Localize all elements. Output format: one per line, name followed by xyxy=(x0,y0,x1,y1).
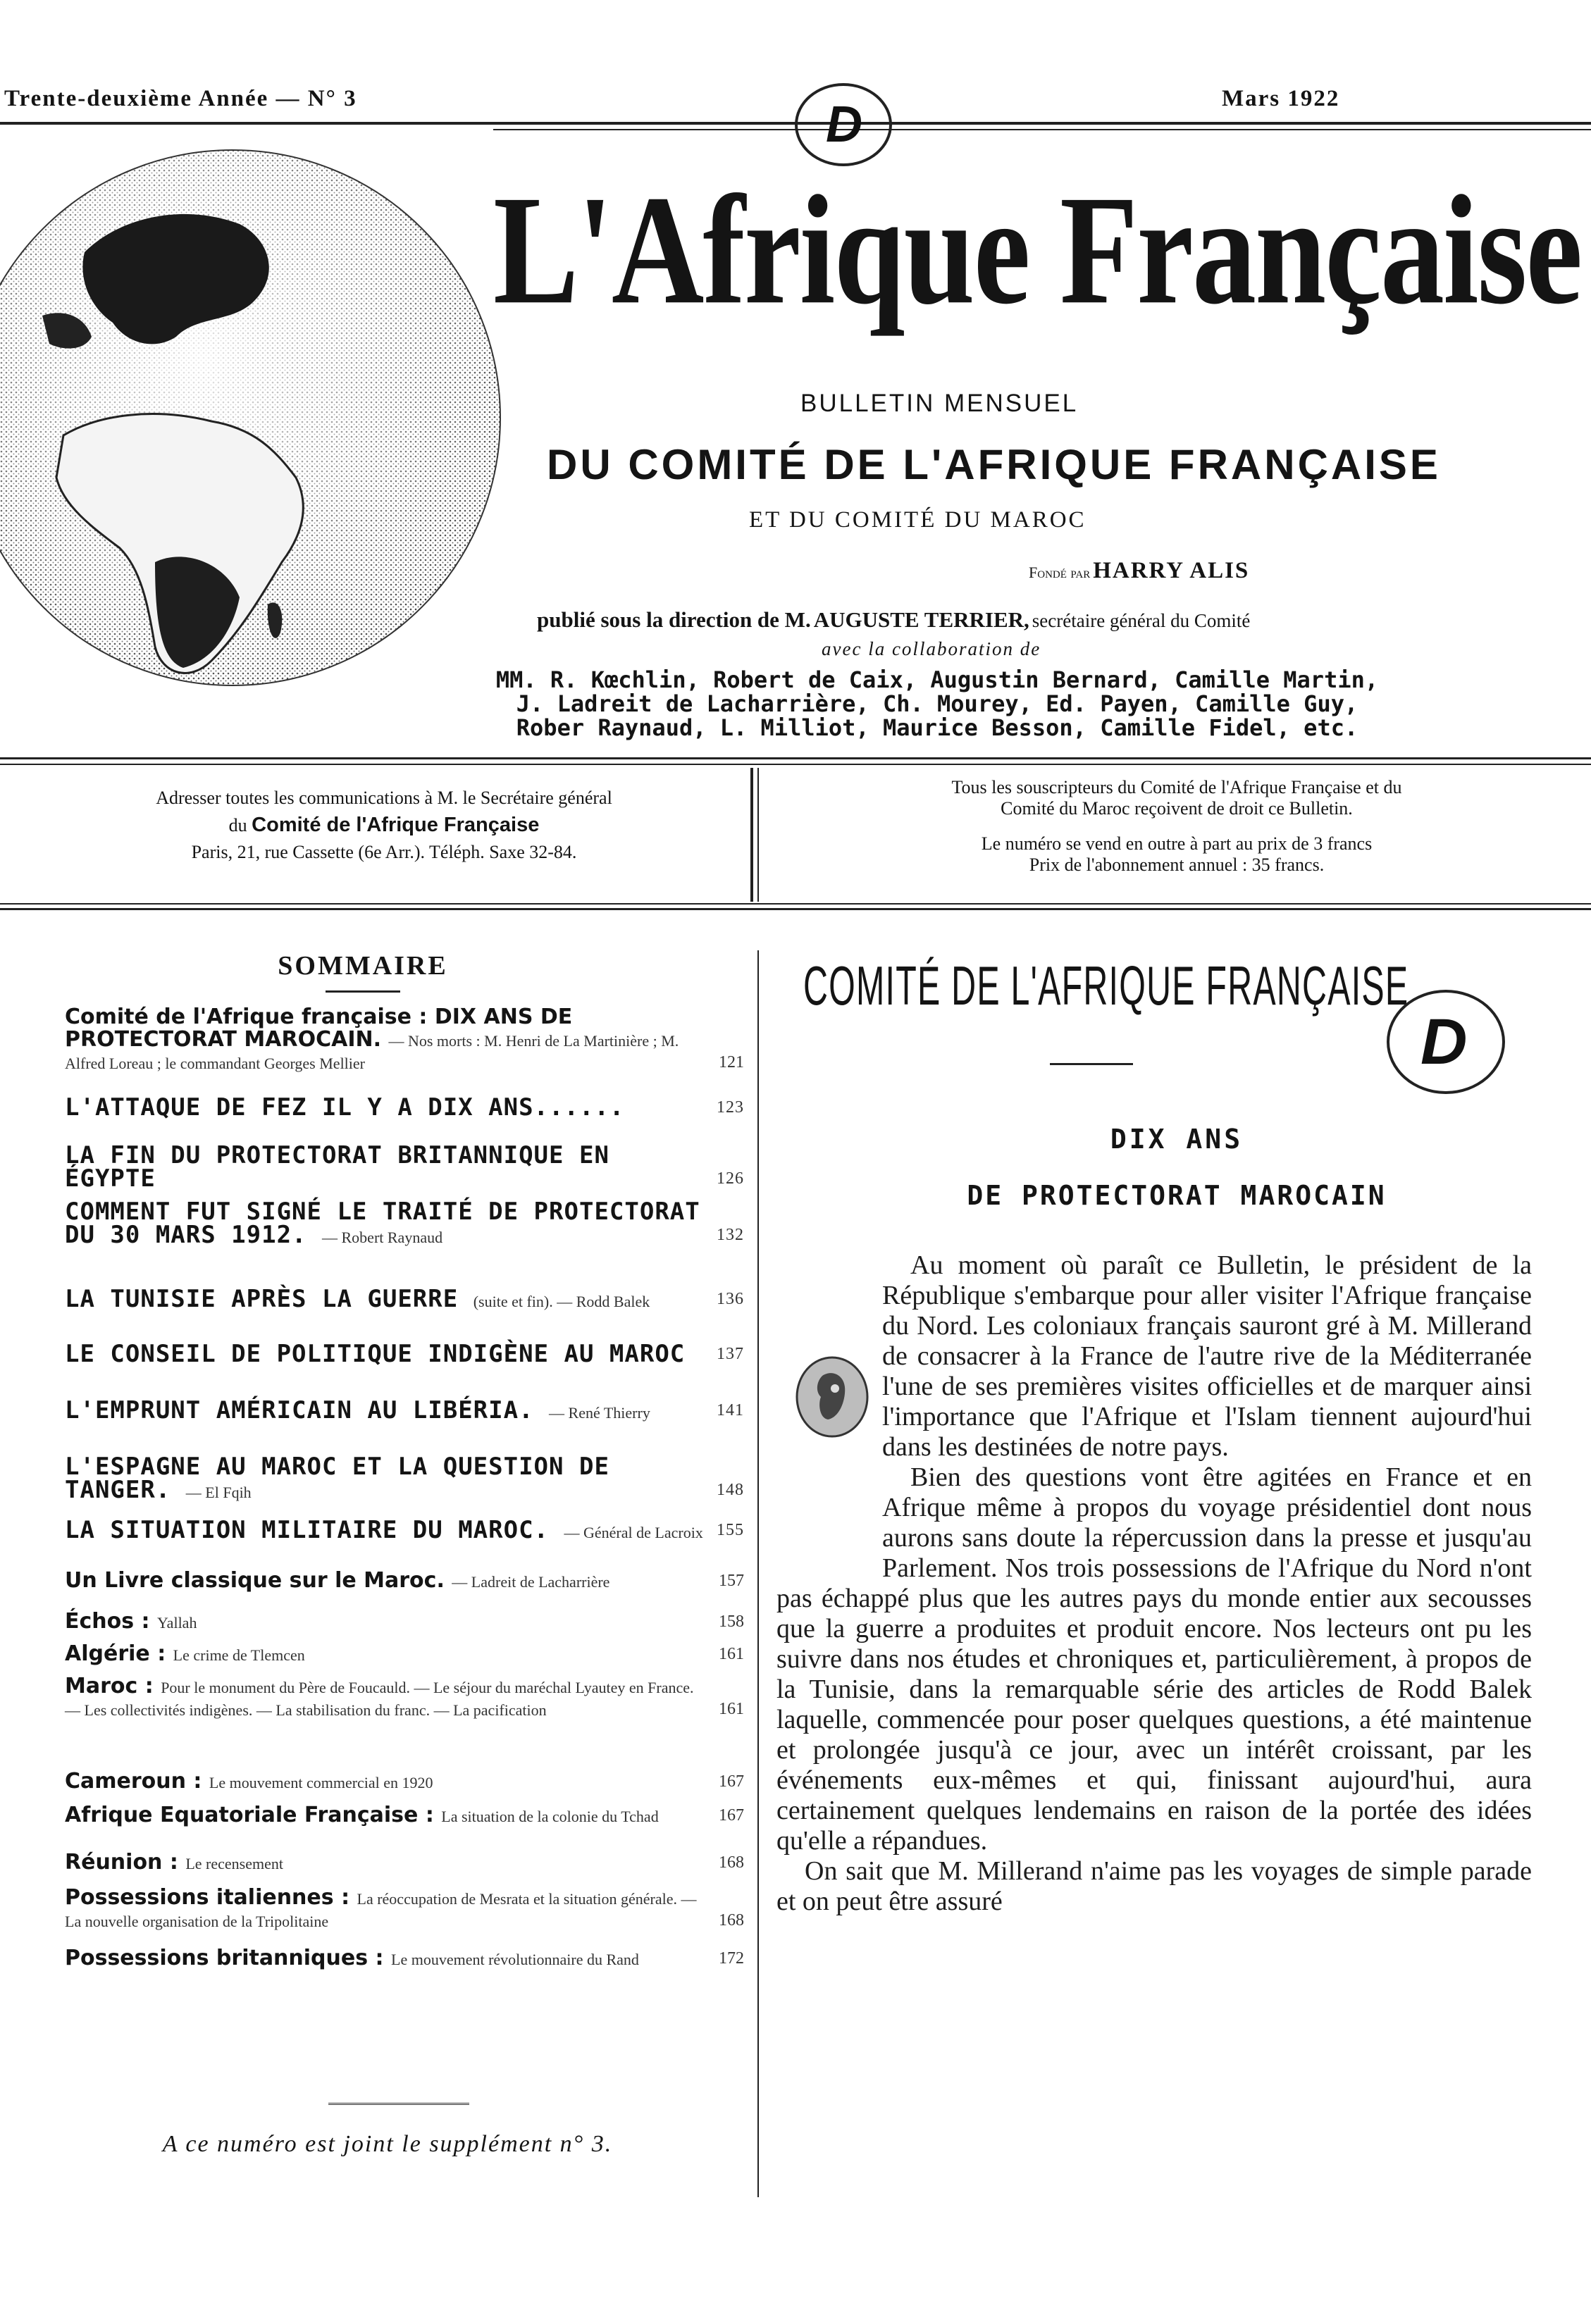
direction-prefix: publié sous la direction de M. xyxy=(537,607,811,632)
collaborators-line-1: MM. R. Kœchlin, Robert de Caix, Augustin Bernard, Camille Martin, xyxy=(495,666,1379,693)
toc-entry xyxy=(65,1396,744,1424)
committee-heading: DU COMITÉ DE L'AFRIQUE FRANÇAISE xyxy=(547,441,1441,488)
toc-entry-subtitle: — Ladreit de Lacharrière xyxy=(452,1573,610,1591)
price-line-1: Le numéro se vend en outre à part au prix de 3 francs xyxy=(981,833,1373,854)
toc-entry xyxy=(65,1885,744,1932)
toc-entry xyxy=(65,1641,744,1666)
toc-entry-title: Un Livre classique sur le Maroc. xyxy=(65,1568,445,1593)
box-divider xyxy=(750,768,753,902)
sommaire-heading: SOMMAIRE xyxy=(278,951,448,981)
toc-entry xyxy=(65,1769,744,1794)
toc-entry-title: Comité de l'Afrique française : DIX ANS DE PROTECTORAT MAROCAIN. xyxy=(65,1005,573,1052)
toc-page-number: 137 xyxy=(717,1345,744,1363)
collaboration-label: avec la collaboration de xyxy=(822,638,1041,659)
toc-entry-title: LA FIN DU PROTECTORAT BRITANNIQUE EN ÉGYPTE xyxy=(65,1141,609,1193)
toc-entry xyxy=(65,1198,744,1249)
toc-entry-title: L'ATTAQUE DE FEZ IL Y A DIX ANS...... xyxy=(65,1093,625,1121)
collaborators-line-3: Rober Raynaud, L. Milliot, Maurice Besson, Camille Fidel, etc. xyxy=(516,714,1358,741)
toc-page-number: 167 xyxy=(719,1772,744,1791)
issue-date: Mars 1922 xyxy=(1222,86,1340,111)
toc-page-number: 161 xyxy=(719,1700,744,1718)
toc-page-number: 136 xyxy=(717,1290,744,1308)
toc-entry xyxy=(65,1850,744,1875)
address-prefix: du xyxy=(228,815,247,835)
article-para-3: On sait que M. Millerand n'aime pas les voyages de simple parade et on peut être assuré xyxy=(776,1856,1532,1916)
box-rule-top-2 xyxy=(0,764,1591,765)
toc-entry-subtitle: Pour le monument du Père de Foucauld. — Le séjour du maréchal Lyautey en France. — Les collectivités indigènes. — La stabilisation du franc. — La pacification xyxy=(65,1679,694,1719)
collaborators-line-2: J. Ladreit de Lacharrière, Ch. Mourey, Ed. Payen, Camille Guy, xyxy=(516,690,1358,717)
director-name: AUGUSTE TERRIER, xyxy=(813,607,1029,632)
toc-entry xyxy=(65,1453,744,1504)
toc-page-number: 148 xyxy=(717,1481,744,1499)
toc-page-number: 132 xyxy=(717,1226,744,1244)
toc-entry xyxy=(65,1141,744,1193)
toc-page-number: 158 xyxy=(719,1612,744,1631)
toc-page-number: 172 xyxy=(719,1949,744,1968)
box-divider-2 xyxy=(757,768,759,902)
toc-entry-subtitle: — Nos morts : M. Henri de La Martinière ; M. Alfred Loreau ; le commandant Georges Mellier xyxy=(65,1032,679,1072)
toc-entry-title: L'ESPAGNE AU MAROC ET LA QUESTION DE TANGER. xyxy=(65,1453,609,1504)
article-title-2: DE PROTECTORAT MAROCAIN xyxy=(967,1180,1387,1211)
section-heading: COMITÉ DE L'AFRIQUE FRANÇAISE xyxy=(803,955,1409,1017)
toc-entry-subtitle: Le mouvement révolutionnaire du Rand xyxy=(391,1951,639,1968)
toc-entry-title: Possessions britanniques : xyxy=(65,1946,384,1970)
toc-entry-subtitle: Le crime de Tlemcen xyxy=(173,1646,305,1664)
top-rule-thin xyxy=(493,129,1591,130)
toc-entry xyxy=(65,1093,744,1121)
toc-page-number: 168 xyxy=(719,1853,744,1872)
toc-page-number: 161 xyxy=(719,1645,744,1663)
toc-page-number: 168 xyxy=(719,1911,744,1930)
address-line-1: Adresser toutes les communications à M. le Secrétaire général xyxy=(156,788,612,808)
journal-title: L'Afrique Française xyxy=(493,163,1582,337)
collaborators-list xyxy=(444,668,1430,740)
supplement-note: A ce numéro est joint le supplément n° 3. xyxy=(162,2131,613,2157)
toc-page-number: 121 xyxy=(719,1053,744,1071)
article-para-2: Bien des questions vont être agitées en France et en Afrique même à propos du voyage présidentiel dont nous aurons sans doute la répercussion dans la presse et jusqu'au Parlement. Nos trois possessions de l'Afrique du Nord n'ont pas échappé plus que les autres pays du monde entier aux secousses que la guerre a produites et produit encore. Nos lecteurs ont pu les suivre dans nos études et chroniques et, particulièrement, à propos de la Tunisie, dans la remarquable série des articles de Rodd Balek laquelle, commencée pour poser quelques questions, a été maintenue et prolongée jusqu'à ce jour, avec un intérêt croissant, par les événements eux-mêmes et qui, finissant aujourd'hui, aura certainement quelques lendemains en raison de la portée des idées qu'elle a répandues. xyxy=(776,1462,1532,1856)
founder-name: HARRY ALIS xyxy=(1093,558,1250,583)
globe-illustration xyxy=(0,139,507,689)
box-rule-bottom-2 xyxy=(0,908,1591,910)
address-line-3: Paris, 21, rue Cassette (6e Arr.). Téléph. Saxe 32-84. xyxy=(191,842,577,862)
toc-entry xyxy=(65,1340,744,1368)
column-divider xyxy=(757,950,759,2197)
article-para-1-text: Au moment où paraît ce Bulletin, le président de la République s'embarque pour aller visiter l'Afrique française du Nord. Les coloniaux français sauront gré à M. Millerand de consacrer à la France de l'autre rive de la Méditerranée l'une de ses premières visites officielles et de marquer ainsi l'importance que l'Afrique et l'Islam tiennent aujourd'hui dans les destinées de notre pays. xyxy=(882,1250,1532,1462)
issue-number: Trente-deuxième Année — N° 3 xyxy=(4,86,357,111)
subscription-line-2: Comité du Maroc reçoivent de droit ce Bulletin. xyxy=(1001,798,1353,819)
address-committee: Comité de l'Afrique Française xyxy=(252,814,540,836)
toc-entry-title: COMMENT FUT SIGNÉ LE TRAITÉ DE PROTECTORAT DU 30 MARS 1912. xyxy=(65,1198,700,1249)
sommaire-underline xyxy=(326,990,400,993)
library-stamp-article xyxy=(1387,990,1505,1094)
toc-entry xyxy=(65,1946,744,1970)
toc-entry-subtitle: — Robert Raynaud xyxy=(322,1229,443,1246)
box-rule-top xyxy=(0,757,1591,759)
article-separator xyxy=(1050,1063,1133,1065)
toc-entry xyxy=(65,1568,744,1593)
subscription-line-1: Tous les souscripteurs du Comité de l'Afrique Française et du xyxy=(951,777,1402,797)
toc-entry-subtitle: La réoccupation de Mesrata et la situation générale. — La nouvelle organisation de la Tripolitaine xyxy=(65,1890,697,1930)
toc-entry-subtitle: — Général de Lacroix xyxy=(564,1524,703,1541)
toc-entry-title: L'EMPRUNT AMÉRICAIN AU LIBÉRIA. xyxy=(65,1396,534,1424)
toc-entry-subtitle: — René Thierry xyxy=(549,1404,650,1422)
toc-entry-subtitle: — El Fqih xyxy=(185,1484,252,1501)
toc-entry xyxy=(65,1609,744,1634)
toc-entry-title: LA TUNISIE APRÈS LA GUERRE xyxy=(65,1285,459,1313)
price-line-2: Prix de l'abonnement annuel : 35 francs. xyxy=(1029,855,1325,875)
toc-page-number: 155 xyxy=(717,1521,744,1539)
toc-page-number: 157 xyxy=(719,1572,744,1590)
table-of-contents xyxy=(65,1005,744,2133)
toc-entry-subtitle: Yallah xyxy=(157,1614,197,1632)
library-stamp-top xyxy=(795,83,892,166)
toc-page-number: 123 xyxy=(717,1098,744,1117)
box-rule-bottom xyxy=(0,903,1591,905)
toc-page-number: 126 xyxy=(717,1169,744,1188)
toc-entry-subtitle: Le recensement xyxy=(185,1855,283,1872)
toc-entry xyxy=(65,1005,744,1074)
toc-entry xyxy=(65,1803,744,1827)
director-role: secrétaire général du Comité xyxy=(1032,610,1251,631)
founder-line xyxy=(1029,558,1249,584)
stamp-letter: D xyxy=(826,97,862,153)
article-body xyxy=(776,1250,1532,1917)
direction-line xyxy=(537,607,1250,633)
toc-entry-title: Réunion : xyxy=(65,1850,178,1875)
toc-entry-subtitle: Le mouvement commercial en 1920 xyxy=(209,1774,433,1791)
toc-entry-title: Possessions italiennes : xyxy=(65,1885,350,1910)
article-para-1 xyxy=(776,1250,1532,1462)
toc-entry xyxy=(65,1516,744,1544)
toc-entry-subtitle: (suite et fin). — Rodd Balek xyxy=(473,1293,650,1310)
toc-page-number: 141 xyxy=(717,1401,744,1419)
subscription-block xyxy=(768,777,1585,876)
toc-entry-title: Algérie : xyxy=(65,1641,166,1666)
toc-page-number: 167 xyxy=(719,1806,744,1825)
bulletin-subtitle: BULLETIN MENSUEL xyxy=(800,390,1079,417)
article-title-1: DIX ANS xyxy=(1110,1124,1244,1155)
toc-entry xyxy=(65,1285,744,1313)
toc-entry-title: Échos : xyxy=(65,1609,150,1634)
address-block xyxy=(42,788,726,863)
toc-entry-title: Maroc : xyxy=(65,1674,154,1698)
sommaire-end-rule xyxy=(328,2103,469,2105)
toc-entry xyxy=(65,1674,744,1720)
founded-by-label: Fondé par xyxy=(1029,564,1091,581)
committee-maroc: ET DU COMITÉ DU MAROC xyxy=(749,507,1087,533)
toc-entry-title: LE CONSEIL DE POLITIQUE INDIGÈNE AU MAROC xyxy=(65,1340,686,1368)
toc-entry-title: Cameroun : xyxy=(65,1769,202,1794)
toc-entry-subtitle: La situation de la colonie du Tchad xyxy=(441,1808,659,1825)
toc-entry-title: LA SITUATION MILITAIRE DU MAROC. xyxy=(65,1516,550,1544)
toc-entry-title: Afrique Equatoriale Française : xyxy=(65,1803,434,1827)
image-float-spacer xyxy=(776,1370,882,1582)
stamp-letter-article: D xyxy=(1420,1006,1468,1078)
